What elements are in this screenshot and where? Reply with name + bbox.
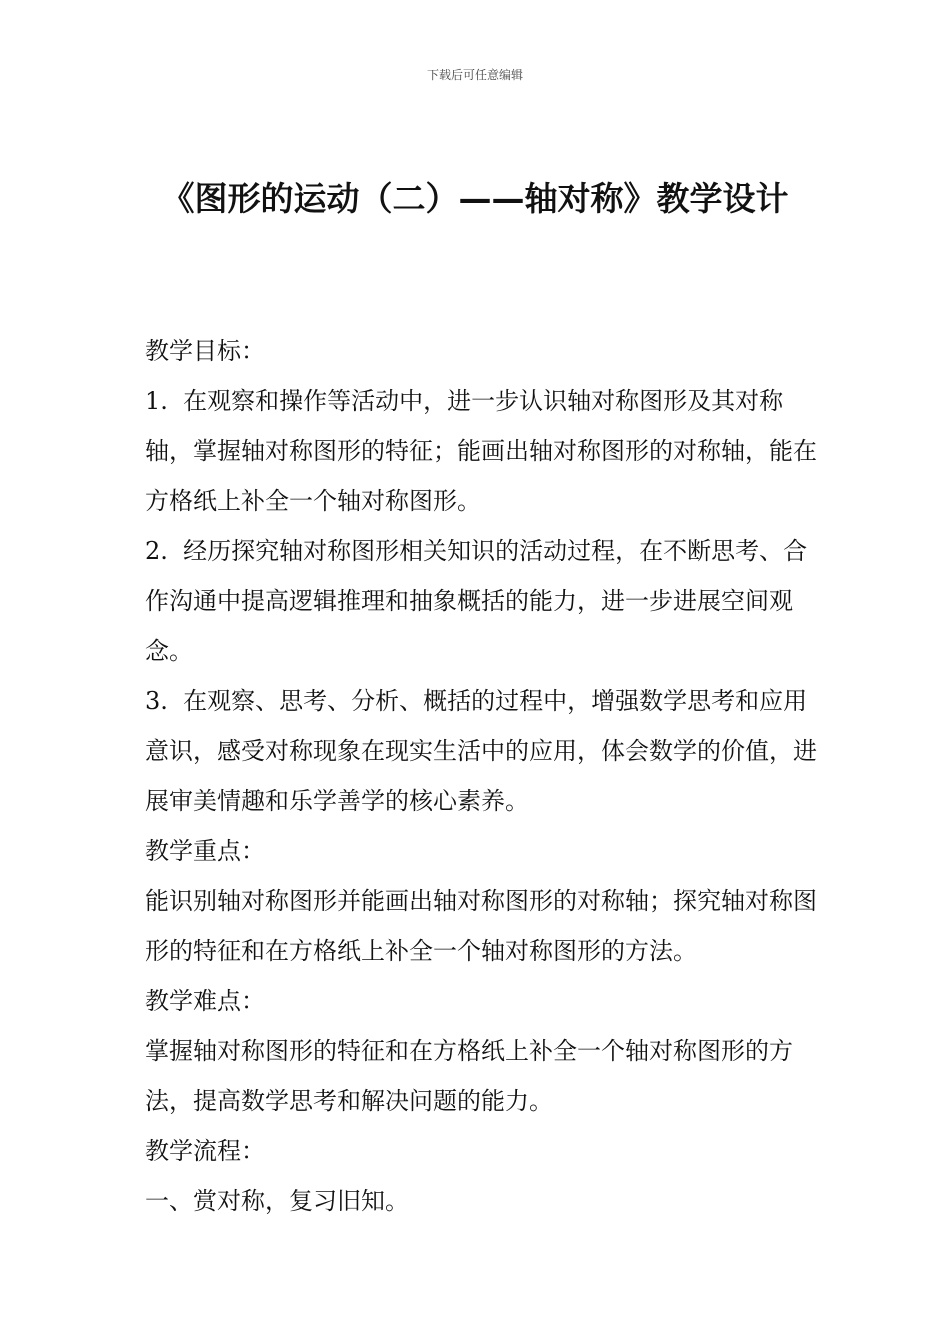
difficulties-text: 掌握轴对称图形的特征和在方格纸上补全一个轴对称图形的方法，提高数学思考和解决问题的能力。 <box>145 1037 793 1115</box>
process-step-1: 一、赏对称，复习旧知。 <box>145 1187 409 1215</box>
document-title: 《图形的运动（二）——轴对称》教学设计 <box>161 179 789 218</box>
document-body <box>145 326 825 1226</box>
key-points-text: 能识别轴对称图形并能画出轴对称图形的对称轴；探究轴对称图形的特征和在方格纸上补全一个轴对称图形的方法。 <box>145 887 817 965</box>
objective-item-2: 2. 经历探究轴对称图形相关知识的活动过程，在不断思考、合作沟通中提高逻辑推理和抽象概括的能力，进一步进展空间观念。 <box>145 537 808 665</box>
page-header-note: 下载后可任意编辑 <box>426 68 523 82</box>
key-points-heading: 教学重点： <box>145 837 265 865</box>
process-heading: 教学流程： <box>145 1137 265 1165</box>
objective-item-3: 3. 在观察、思考、分析、概括的过程中，增强数学思考和应用意识，感受对称现象在现实生活中的应用，体会数学的价值，进展审美情趣和乐学善学的核心素养。 <box>145 687 817 815</box>
difficulties-heading: 教学难点： <box>145 987 265 1015</box>
objective-item-1: 1. 在观察和操作等活动中，进一步认识轴对称图形及其对称轴，掌握轴对称图形的特征；能画出轴对称图形的对称轴，能在方格纸上补全一个轴对称图形。 <box>145 387 817 515</box>
objectives-heading: 教学目标： <box>145 337 265 365</box>
